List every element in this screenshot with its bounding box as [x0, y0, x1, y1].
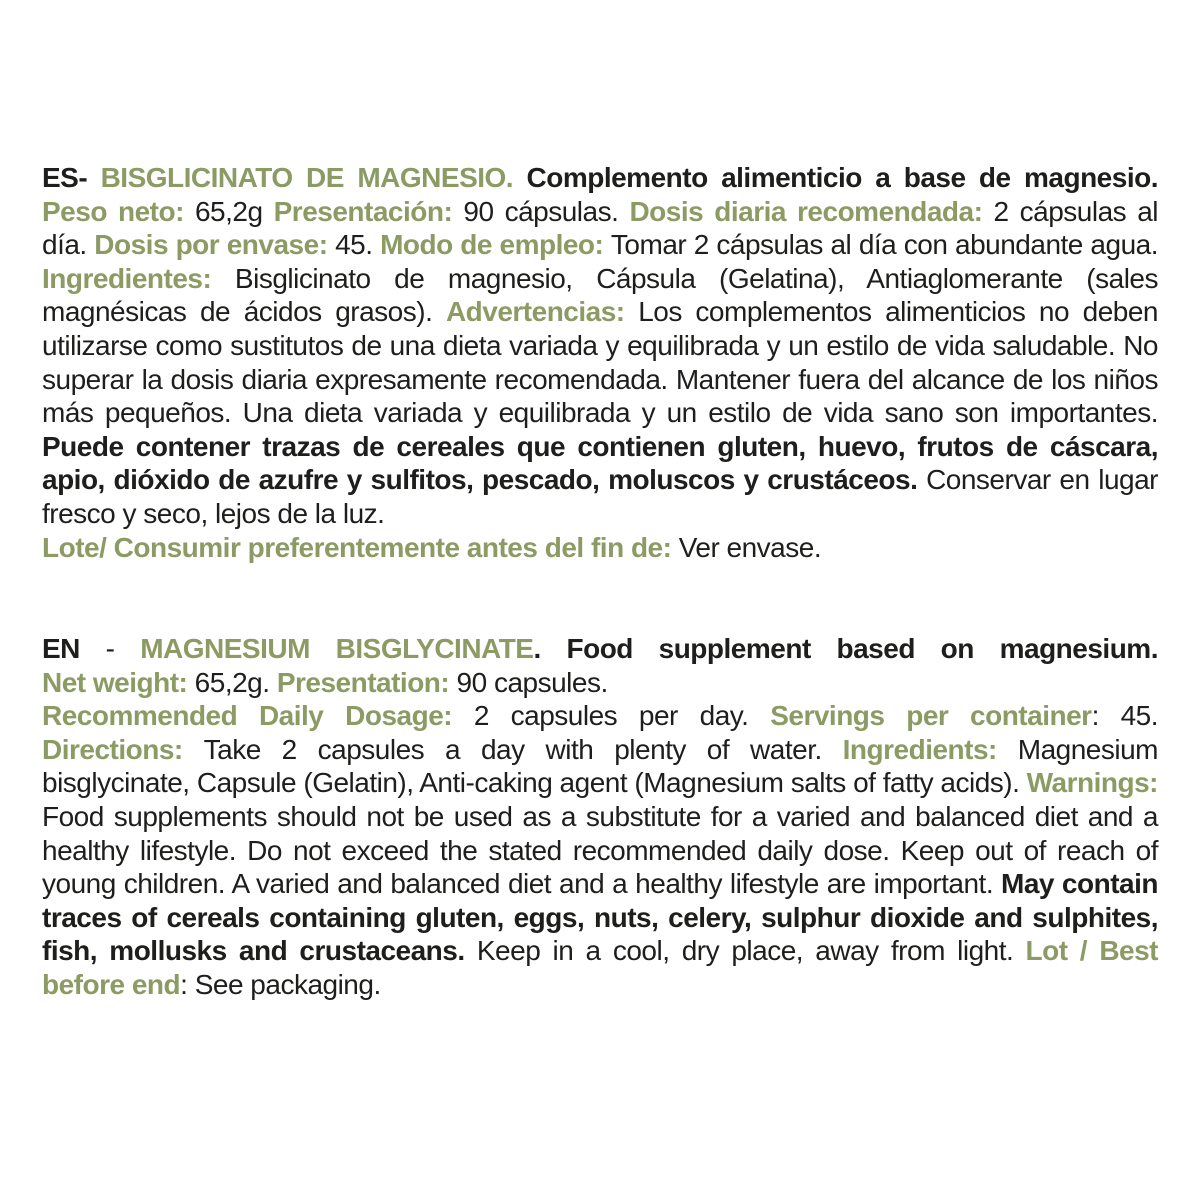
en-dosage-line — [42, 699, 1158, 733]
en-daily-dosage-label: Recommended Daily Dosage: — [42, 700, 474, 732]
es-tagline: Complemento alimenticio a base de magnesio. — [526, 162, 1158, 193]
en-lang-code: EN — [42, 633, 106, 664]
es-servings-value: 45. — [335, 229, 381, 261]
en-warnings-label: Warnings: — [1026, 767, 1158, 799]
es-lang-code: ES- — [42, 162, 101, 193]
en-product-period: . — [533, 633, 567, 664]
en-title-line — [42, 632, 1158, 666]
es-daily-dose-value: 2 cápsulas al día. — [42, 195, 1159, 261]
en-ingredients-value: Magnesium bisglycinate, Capsule (Gelatin), Anti-caking agent (Magnesium salts of fatty acids). — [42, 733, 1158, 799]
en-main-paragraph — [42, 733, 1158, 1002]
en-dash: - — [105, 633, 141, 664]
es-directions-value: Tomar 2 cápsulas al día con abundante agua. — [610, 229, 1159, 261]
en-presentation-value: 90 capsules. — [456, 666, 608, 698]
es-storage-text: Conservar en lugar fresco y seco, lejos de la luz. — [42, 464, 1158, 529]
es-net-weight-value: 65,2g — [194, 195, 274, 227]
en-allergen-warning: May contain traces of cereals containing gluten, eggs, nuts, celery, sulphur dioxide and sulphites, fish, mollusks and crustaceans. — [42, 868, 1158, 967]
es-servings-label: Dosis por envase: — [94, 229, 336, 261]
en-directions-value: Take 2 capsules a day with plenty of water. — [203, 733, 843, 765]
es-warnings-text: Los complementos alimenticios no deben utilizarse como sustitutos de una dieta variada y equilibrada y un estilo de vida saludable. No superar la dosis diaria expresamente recomendada. Mantener fuera del alcance de los niños más pequeños. Una dieta variada y equilibrada y un estilo de vida sano son importantes. — [42, 296, 1159, 429]
es-lot-value: Ver envase. — [678, 531, 822, 563]
en-section — [42, 632, 1158, 1002]
es-main-paragraph — [42, 161, 1158, 531]
en-daily-dosage-value: 2 capsules per day. — [473, 700, 771, 732]
en-ingredients-label: Ingredients: — [842, 733, 1018, 765]
en-servings-label: Servings per container — [770, 700, 1092, 732]
es-presentation-value: 90 cápsulas. — [463, 195, 630, 227]
en-warnings-text: Food supplements should not be used as a substitute for a varied and balanced diet and a healthy lifestyle. Do not exceed the stated recommended daily dose. Keep out of reach of young children. A varied and balanced diet and a healthy lifestyle are important. — [42, 800, 1158, 900]
en-lot-value: : See packaging. — [180, 968, 381, 1000]
en-tagline: Food supplement based on magnesium. — [566, 633, 1158, 664]
en-net-weight-value: 65,2g. — [194, 666, 277, 698]
en-presentation-label: Presentation: — [276, 666, 457, 698]
es-directions-label: Modo de empleo: — [380, 229, 611, 261]
es-lot-label: Lote/ Consumir preferentemente antes del fin de: — [42, 531, 679, 563]
en-net-weight-label: Net weight: — [42, 666, 195, 698]
es-ingredients-value: Bisglicinato de magnesio, Cápsula (Gelatina), Antiaglomerante (sales magnésicas de ácidos grasos). — [42, 262, 1158, 328]
en-net-weight-line — [42, 666, 1158, 700]
es-ingredients-label: Ingredientes: — [42, 262, 235, 294]
en-directions-label: Directions: — [42, 733, 204, 765]
en-storage-text: Keep in a cool, dry place, away from light. — [476, 935, 1026, 967]
en-servings-value: : 45. — [1091, 700, 1159, 732]
es-presentation-label: Presentación: — [273, 195, 464, 227]
en-product-name: MAGNESIUM BISGLYCINATE — [140, 633, 534, 664]
en-lot-label: Lot / Best before end — [42, 935, 1159, 1000]
es-product-name: BISGLICINATO DE MAGNESIO. — [100, 162, 527, 193]
es-lot-line — [42, 531, 1158, 565]
es-daily-dose-label: Dosis diaria recomendada: — [629, 195, 994, 227]
es-section — [42, 161, 1158, 564]
es-warnings-label: Advertencias: — [445, 296, 639, 328]
es-net-weight-label: Peso neto: — [42, 195, 195, 227]
es-allergen-warning: Puede contener trazas de cereales que contienen gluten, huevo, frutos de cáscara, apio, dióxido de azufre y sulfitos, pescado, moluscos y crustáceos. — [42, 430, 1158, 496]
